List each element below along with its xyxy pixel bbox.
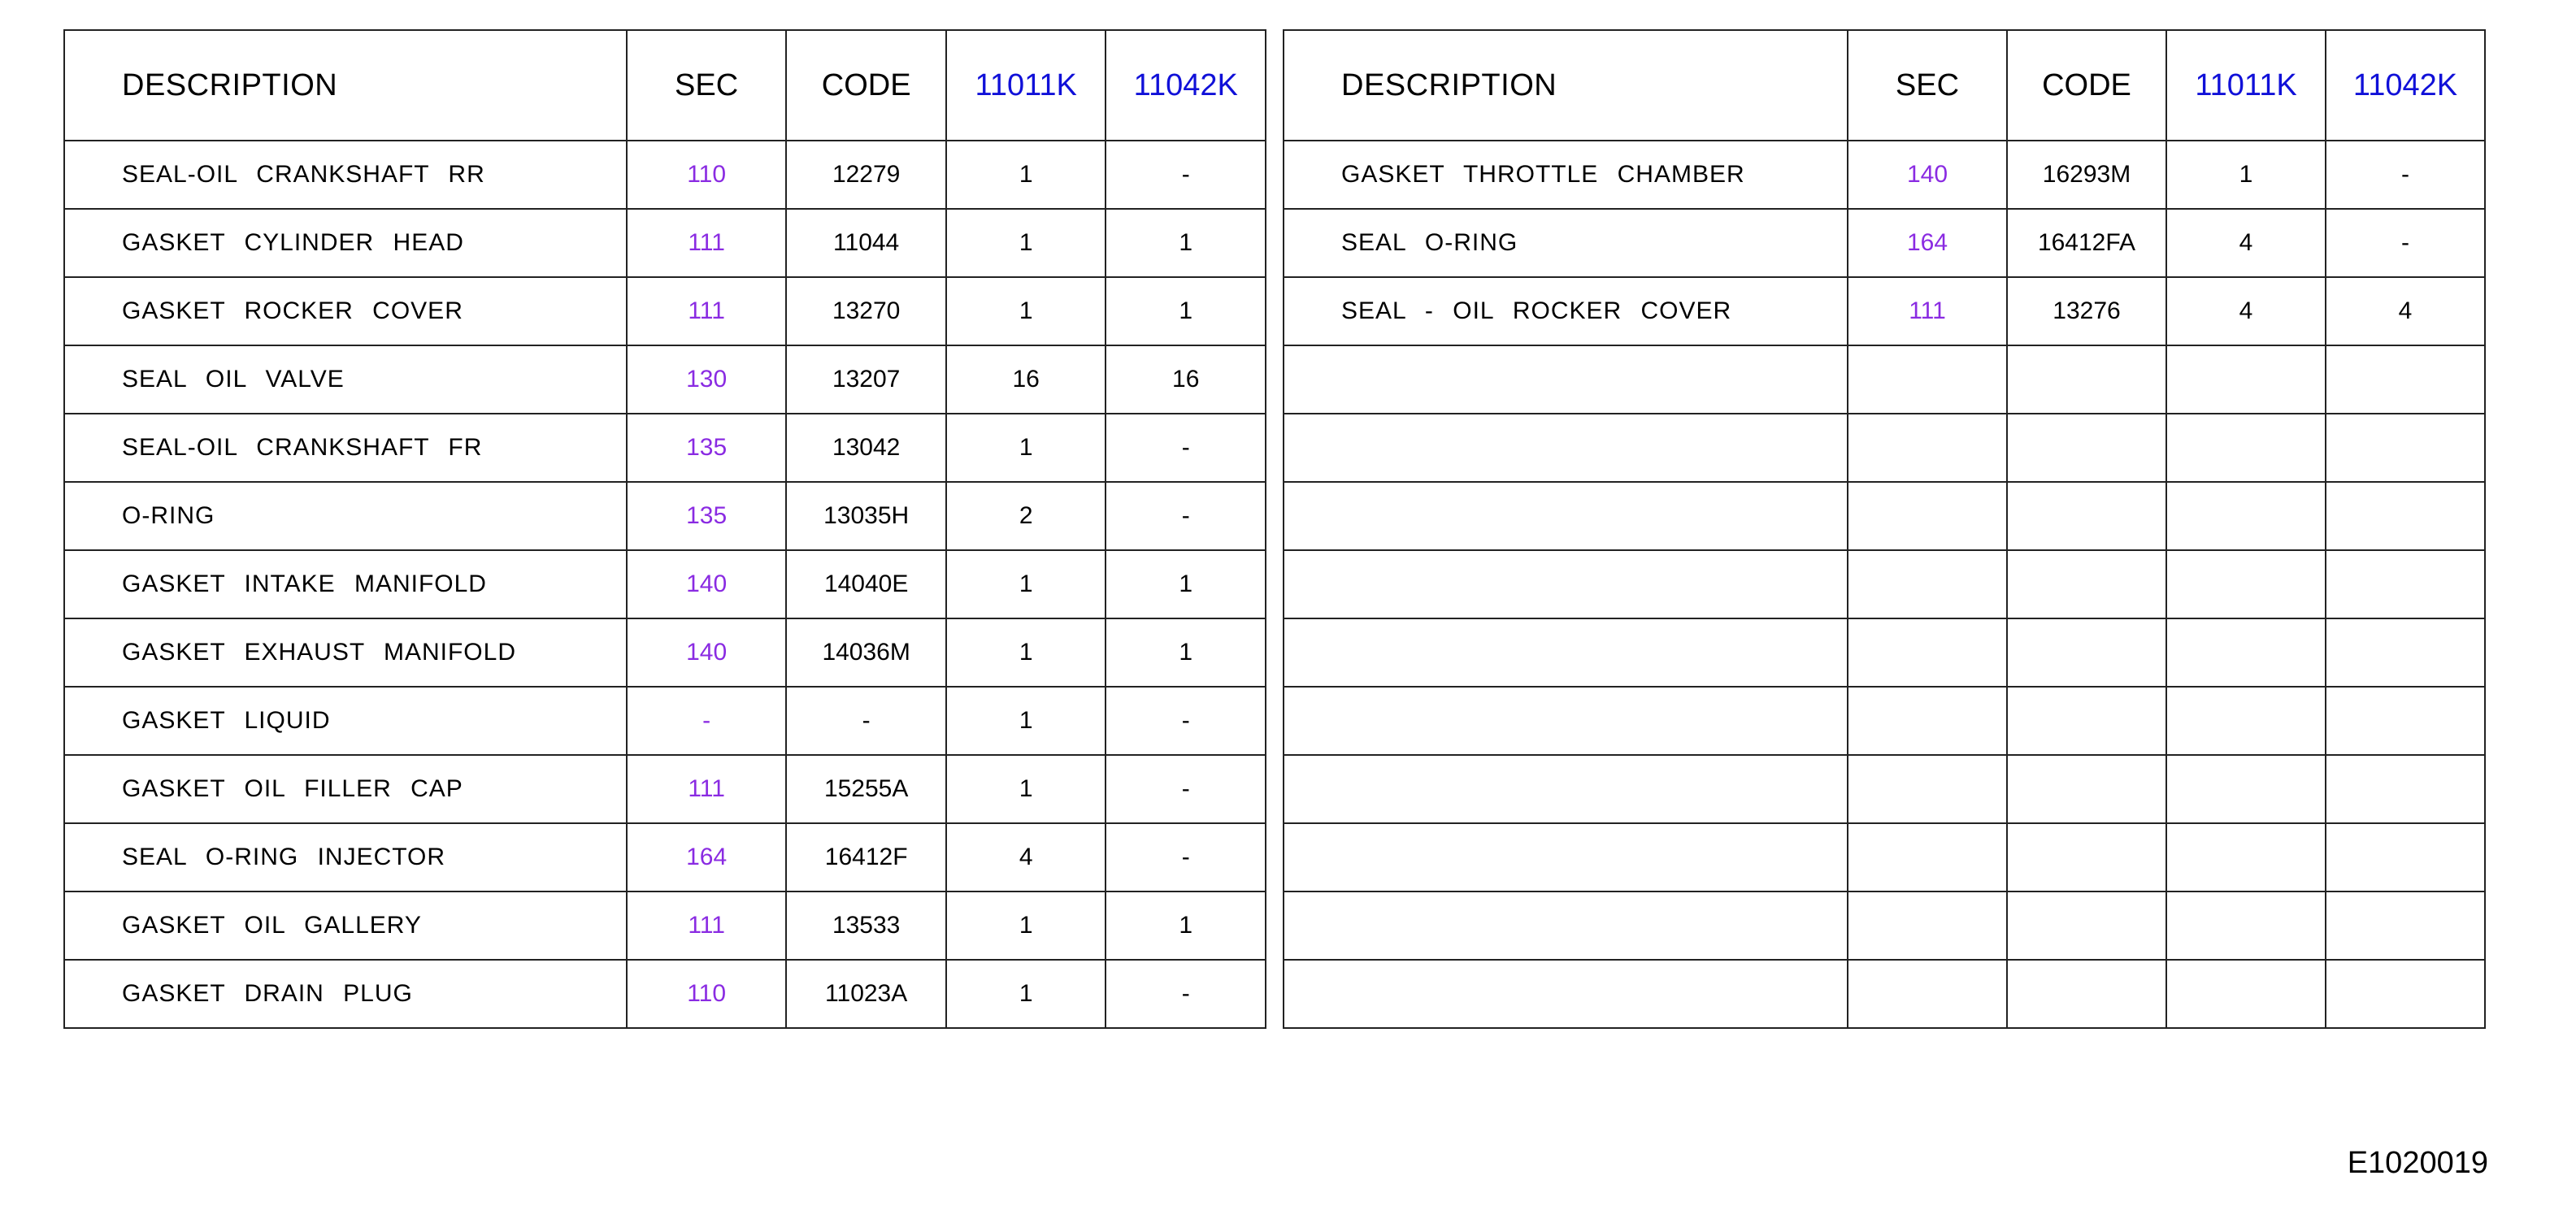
- table-row: [64, 823, 1266, 891]
- cell-code: [2007, 687, 2166, 755]
- cell-model-11011k: 1: [946, 618, 1106, 687]
- cell-sec: 110: [627, 141, 787, 209]
- cell-model-11042k: 16: [1106, 345, 1266, 414]
- cell-sec: 140: [627, 618, 787, 687]
- header-description: DESCRIPTION: [64, 30, 627, 141]
- table-row: [1284, 618, 2485, 687]
- cell-model-11011k: [2166, 345, 2326, 414]
- cell-description: GASKET EXHAUST MANIFOLD: [64, 618, 627, 687]
- cell-sec: [1848, 550, 2007, 618]
- table-row: [64, 209, 1266, 277]
- cell-model-11011k: 4: [946, 823, 1106, 891]
- cell-code: [2007, 891, 2166, 960]
- cell-description: SEAL-OIL CRANKSHAFT RR: [64, 141, 627, 209]
- cell-sec: [1848, 618, 2007, 687]
- cell-model-11042k: [2326, 482, 2485, 550]
- cell-model-11011k: 1: [946, 550, 1106, 618]
- cell-code: 13035H: [786, 482, 946, 550]
- table-row: [64, 482, 1266, 550]
- cell-code: 16412FA: [2007, 209, 2166, 277]
- cell-sec: 111: [1848, 277, 2007, 345]
- cell-model-11042k: -: [1106, 482, 1266, 550]
- table-row: [1284, 141, 2485, 209]
- cell-model-11042k: 1: [1106, 277, 1266, 345]
- cell-code: 13276: [2007, 277, 2166, 345]
- cell-code: 13533: [786, 891, 946, 960]
- cell-model-11011k: [2166, 687, 2326, 755]
- cell-description: GASKET OIL GALLERY: [64, 891, 627, 960]
- header-model-11042k: 11042K: [2326, 30, 2485, 141]
- cell-description: [1284, 687, 1848, 755]
- cell-model-11011k: 1: [2166, 141, 2326, 209]
- cell-code: 13270: [786, 277, 946, 345]
- cell-description: SEAL O-RING: [1284, 209, 1848, 277]
- cell-sec: 164: [1848, 209, 2007, 277]
- cell-model-11042k: -: [1106, 141, 1266, 209]
- cell-sec: 111: [627, 209, 787, 277]
- cell-model-11011k: [2166, 891, 2326, 960]
- cell-model-11011k: 4: [2166, 277, 2326, 345]
- table-row: [64, 891, 1266, 960]
- cell-description: [1284, 755, 1848, 823]
- cell-model-11011k: 1: [946, 141, 1106, 209]
- table-row: [64, 277, 1266, 345]
- cell-sec: [1848, 345, 2007, 414]
- cell-sec: [1848, 482, 2007, 550]
- cell-code: 11044: [786, 209, 946, 277]
- table-row: [1284, 550, 2485, 618]
- table-row: [64, 345, 1266, 414]
- cell-code: 14036M: [786, 618, 946, 687]
- cell-model-11042k: 1: [1106, 550, 1266, 618]
- cell-model-11011k: 1: [946, 687, 1106, 755]
- table-row: [1284, 687, 2485, 755]
- cell-sec: [1848, 960, 2007, 1028]
- cell-sec: -: [627, 687, 787, 755]
- cell-model-11011k: 1: [946, 277, 1106, 345]
- table-row: [64, 618, 1266, 687]
- cell-code: -: [786, 687, 946, 755]
- cell-sec: 140: [1848, 141, 2007, 209]
- table-row: [1284, 891, 2485, 960]
- cell-model-11042k: 1: [1106, 209, 1266, 277]
- cell-code: [2007, 414, 2166, 482]
- cell-sec: [1848, 823, 2007, 891]
- cell-code: 16293M: [2007, 141, 2166, 209]
- cell-model-11042k: -: [1106, 414, 1266, 482]
- table-row: [1284, 277, 2485, 345]
- cell-model-11042k: [2326, 414, 2485, 482]
- cell-sec: [1848, 755, 2007, 823]
- cell-model-11011k: [2166, 823, 2326, 891]
- cell-code: 13042: [786, 414, 946, 482]
- cell-code: [2007, 482, 2166, 550]
- cell-sec: 140: [627, 550, 787, 618]
- header-model-11042k: 11042K: [1106, 30, 1266, 141]
- table-row: [64, 550, 1266, 618]
- table-row: [1284, 414, 2485, 482]
- cell-model-11011k: [2166, 414, 2326, 482]
- header-row: [64, 30, 1266, 141]
- cell-model-11042k: -: [1106, 960, 1266, 1028]
- cell-model-11042k: 1: [1106, 891, 1266, 960]
- cell-model-11042k: [2326, 618, 2485, 687]
- cell-code: [2007, 755, 2166, 823]
- cell-code: 12279: [786, 141, 946, 209]
- cell-sec: 130: [627, 345, 787, 414]
- cell-code: 15255A: [786, 755, 946, 823]
- cell-code: 13207: [786, 345, 946, 414]
- cell-sec: 111: [627, 277, 787, 345]
- header-row: [1284, 30, 2485, 141]
- table-row: [64, 687, 1266, 755]
- cell-code: [2007, 550, 2166, 618]
- table-row: [1284, 345, 2485, 414]
- header-model-11011k: 11011K: [2166, 30, 2326, 141]
- cell-description: SEAL-OIL CRANKSHAFT FR: [64, 414, 627, 482]
- cell-model-11011k: 1: [946, 209, 1106, 277]
- cell-model-11042k: [2326, 960, 2485, 1028]
- table-row: [64, 960, 1266, 1028]
- cell-description: SEAL O-RING INJECTOR: [64, 823, 627, 891]
- cell-sec: 111: [627, 755, 787, 823]
- cell-model-11011k: [2166, 482, 2326, 550]
- table-row: [1284, 755, 2485, 823]
- cell-description: [1284, 550, 1848, 618]
- header-code: CODE: [786, 30, 946, 141]
- header-sec: SEC: [1848, 30, 2007, 141]
- cell-model-11042k: [2326, 755, 2485, 823]
- cell-model-11042k: [2326, 550, 2485, 618]
- cell-model-11042k: [2326, 345, 2485, 414]
- cell-description: [1284, 345, 1848, 414]
- cell-model-11042k: [2326, 687, 2485, 755]
- cell-description: [1284, 891, 1848, 960]
- cell-description: SEAL OIL VALVE: [64, 345, 627, 414]
- cell-model-11011k: 1: [946, 891, 1106, 960]
- cell-sec: [1848, 687, 2007, 755]
- cell-sec: 111: [627, 891, 787, 960]
- cell-description: GASKET THROTTLE CHAMBER: [1284, 141, 1848, 209]
- cell-model-11042k: [2326, 891, 2485, 960]
- cell-model-11011k: [2166, 960, 2326, 1028]
- cell-code: 11023A: [786, 960, 946, 1028]
- cell-model-11042k: 1: [1106, 618, 1266, 687]
- cell-model-11042k: -: [2326, 209, 2485, 277]
- cell-description: [1284, 618, 1848, 687]
- cell-model-11042k: 4: [2326, 277, 2485, 345]
- table-row: [64, 755, 1266, 823]
- cell-sec: 164: [627, 823, 787, 891]
- cell-model-11011k: [2166, 618, 2326, 687]
- cell-model-11011k: 4: [2166, 209, 2326, 277]
- table-row: [1284, 960, 2485, 1028]
- cell-model-11011k: 1: [946, 755, 1106, 823]
- cell-model-11011k: 16: [946, 345, 1106, 414]
- cell-sec: 110: [627, 960, 787, 1028]
- cell-description: GASKET ROCKER COVER: [64, 277, 627, 345]
- cell-model-11042k: -: [1106, 755, 1266, 823]
- cell-description: GASKET LIQUID: [64, 687, 627, 755]
- parts-table-left: [63, 29, 1266, 1029]
- cell-code: 14040E: [786, 550, 946, 618]
- header-sec: SEC: [627, 30, 787, 141]
- cell-sec: [1848, 891, 2007, 960]
- cell-model-11042k: -: [1106, 687, 1266, 755]
- cell-model-11042k: -: [2326, 141, 2485, 209]
- cell-description: O-RING: [64, 482, 627, 550]
- cell-sec: 135: [627, 482, 787, 550]
- table-row: [1284, 209, 2485, 277]
- cell-code: [2007, 618, 2166, 687]
- table-row: [1284, 482, 2485, 550]
- cell-description: GASKET CYLINDER HEAD: [64, 209, 627, 277]
- cell-code: 16412F: [786, 823, 946, 891]
- cell-description: GASKET DRAIN PLUG: [64, 960, 627, 1028]
- cell-model-11042k: -: [1106, 823, 1266, 891]
- cell-description: [1284, 823, 1848, 891]
- cell-description: GASKET OIL FILLER CAP: [64, 755, 627, 823]
- cell-description: [1284, 482, 1848, 550]
- header-code: CODE: [2007, 30, 2166, 141]
- cell-sec: 135: [627, 414, 787, 482]
- cell-model-11011k: [2166, 550, 2326, 618]
- cell-code: [2007, 345, 2166, 414]
- cell-description: SEAL - OIL ROCKER COVER: [1284, 277, 1848, 345]
- table-row: [1284, 823, 2485, 891]
- table-row: [64, 414, 1266, 482]
- table-row: [64, 141, 1266, 209]
- cell-description: GASKET INTAKE MANIFOLD: [64, 550, 627, 618]
- cell-model-11011k: [2166, 755, 2326, 823]
- header-description: DESCRIPTION: [1284, 30, 1848, 141]
- header-model-11011k: 11011K: [946, 30, 1106, 141]
- cell-model-11011k: 1: [946, 414, 1106, 482]
- cell-code: [2007, 960, 2166, 1028]
- cell-description: [1284, 960, 1848, 1028]
- cell-model-11011k: 1: [946, 960, 1106, 1028]
- cell-model-11011k: 2: [946, 482, 1106, 550]
- cell-model-11042k: [2326, 823, 2485, 891]
- figure-code: E1020019: [2347, 1146, 2488, 1180]
- cell-sec: [1848, 414, 2007, 482]
- cell-code: [2007, 823, 2166, 891]
- cell-description: [1284, 414, 1848, 482]
- parts-table-right: [1283, 29, 2486, 1029]
